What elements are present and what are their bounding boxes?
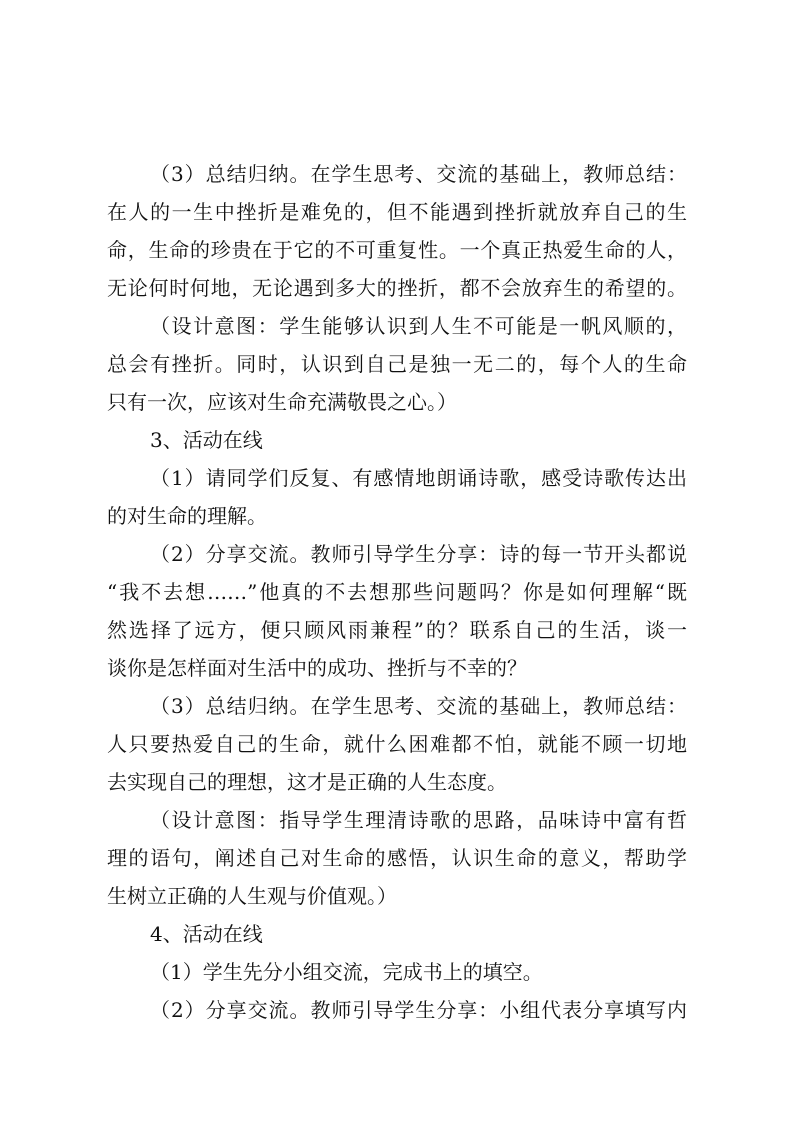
text-line: 人只要热爱自己的生命，就什么困难都不怕，就能不顾一切地 — [107, 732, 687, 756]
text-line: （2）分享交流。教师引导学生分享：小组代表分享填写内 — [150, 998, 687, 1022]
text-line: （2）分享交流。教师引导学生分享：诗的每一节开头都说 — [150, 542, 687, 566]
text-line: 在人的一生中挫折是难免的，但不能遇到挫折就放弃自己的生 — [107, 200, 687, 224]
text-line: 生树立正确的人生观与价值观。） — [107, 884, 397, 908]
text-line: （设计意图：学生能够认识到人生不可能是一帆风顺的， — [150, 314, 687, 338]
text-line: “我不去想……”他真的不去想那些问题吗？你是如何理解“既 — [107, 580, 687, 604]
section-heading: 4、活动在线 — [150, 922, 263, 946]
text-line: （3）总结归纳。在学生思考、交流的基础上，教师总结： — [150, 694, 687, 718]
text-line: 只有一次，应该对生命充满敬畏之心。） — [107, 390, 457, 414]
text-line: 总会有挫折。同时，认识到自己是独一无二的，每个人的生命 — [107, 352, 687, 376]
text-line: （设计意图：指导学生理清诗歌的思路，品味诗中富有哲 — [150, 808, 687, 832]
text-line: 无论何时何地，无论遇到多大的挫折，都不会放弃生的希望的。 — [107, 276, 687, 300]
section-heading: 3、活动在线 — [150, 428, 263, 452]
text-line: 命，生命的珍贵在于它的不可重复性。一个真正热爱生命的人， — [107, 238, 687, 262]
text-line: 理的语句，阐述自己对生命的感悟，认识生命的意义，帮助学 — [107, 846, 687, 870]
text-line: 去实现自己的理想，这才是正确的人生态度。 — [107, 770, 507, 794]
text-line: 谈你是怎样面对生活中的成功、挫折与不幸的？ — [107, 656, 527, 680]
text-line: （3）总结归纳。在学生思考、交流的基础上，教师总结： — [150, 162, 687, 186]
text-line: （1）请同学们反复、有感情地朗诵诗歌，感受诗歌传达出 — [150, 466, 687, 490]
text-line: （1）学生先分小组交流，完成书上的填空。 — [150, 960, 543, 984]
text-line: 然选择了远方，便只顾风雨兼程”的？联系自己的生活，谈一 — [107, 618, 687, 642]
text-line: 的对生命的理解。 — [107, 504, 267, 528]
